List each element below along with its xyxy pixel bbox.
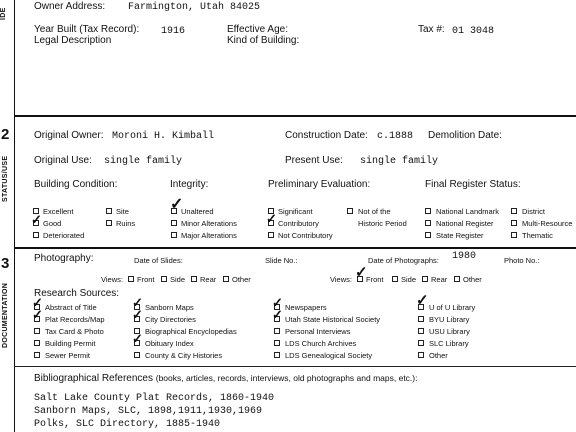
section-number-documentation: 3 [1,255,10,272]
section-number-status: 2 [1,126,10,143]
bib-line: Sanborn Maps, SLC, 1898,1911,1930,1969 [34,406,263,417]
bib-label-note: (books, articles, records, interviews, old photographs and maps, etc.): [155,373,418,383]
original-owner-value: Moroni H. Kimball [112,131,215,142]
personal-interviews-checkbox[interactable] [274,328,280,334]
site-checkbox[interactable] [106,208,112,214]
photos-side-label: Side [401,275,417,284]
building-permit-checkbox[interactable] [34,340,40,346]
city-directories-label: City Directories [145,315,196,324]
sewer-permit-checkbox[interactable] [34,352,40,358]
sewer-permit-label: Sewer Permit [45,351,91,360]
slc-library-checkbox[interactable] [418,340,424,346]
section-label-identification: IDE [0,7,7,20]
city-directories-check-mark-icon: ✓ [132,307,143,322]
bib-line: Salt Lake County Plat Records, 1860-1940 [34,393,275,404]
deteriorated-checkbox[interactable] [33,232,39,238]
good-label: Good [43,219,62,228]
personal-interviews-label: Personal Interviews [285,327,351,336]
integrity-label: Integrity: [170,179,209,190]
original-owner-label: Original Owner: [34,130,104,141]
byu-library-label: BYU Library [429,315,470,324]
photos-front-check-mark-icon: ✓ [355,264,368,281]
historic-period-label: Historic Period [358,219,407,228]
minor-alterations-label: Minor Alterations [181,219,237,228]
multi-resource-checkbox[interactable] [511,220,517,226]
thematic-label: Thematic [522,231,553,240]
legal-description-label: Legal Description [34,35,112,46]
lds-church-archives-checkbox[interactable] [274,340,280,346]
contributory-label: Contributory [278,219,319,228]
biographical-encyclopedias-label: Biographical Encyclopedias [145,327,237,336]
plat-records-check-mark-icon: ✓ [32,307,43,322]
slc-library-label: SLC Library [429,339,469,348]
obituary-index-check-mark-icon: ✓ [132,331,143,346]
not-contributory-label: Not Contributory [278,231,333,240]
other-source-checkbox[interactable] [418,352,424,358]
slides-side-checkbox[interactable] [161,276,167,282]
original-use-value: single family [104,156,183,167]
kind-of-building-label: Kind of Building: [227,35,300,46]
lds-genealogical-checkbox[interactable] [274,352,280,358]
slides-other-checkbox[interactable] [223,276,229,282]
bib-label-title: Bibliographical References [34,373,153,384]
photos-views-label: Views: [330,275,352,284]
effective-age-label: Effective Age: [227,24,288,35]
plat-records-label: Plat Records/Map [45,315,105,324]
ushs-label: Utah State Historical Society [285,315,381,324]
not-of-the-label: Not of the [358,207,391,216]
not-of-historic-period-checkbox[interactable] [347,208,353,214]
usu-library-label: USU Library [429,327,470,336]
slides-front-checkbox[interactable] [128,276,134,282]
slide-no-label: Slide No.: [265,256,298,265]
lds-genealogical-label: LDS Genealogical Society [285,351,373,360]
contributory-check-mark-icon: ✓ [266,211,277,226]
slides-side-label: Side [170,275,186,284]
slides-rear-label: Rear [200,275,217,284]
uofu-library-label: U of U Library [429,303,476,312]
state-register-checkbox[interactable] [425,232,431,238]
preliminary-evaluation-label: Preliminary Evaluation: [268,179,371,190]
date-of-photographs-value: 1980 [452,251,477,262]
section-divider-2 [14,247,576,249]
national-landmark-checkbox[interactable] [425,208,431,214]
slides-front-label: Front [137,275,155,284]
multi-resource-label: Multi-Resource [522,219,573,228]
significant-label: Significant [278,207,313,216]
bibliographical-references-label [34,373,417,384]
uofu-library-check-mark-icon: ✓ [416,292,429,309]
district-checkbox[interactable] [511,208,517,214]
owner-address-value: Farmington, Utah 84025 [128,2,261,13]
national-landmark-label: National Landmark [436,207,499,216]
minor-alterations-checkbox[interactable] [171,220,177,226]
present-use-label: Present Use: [285,155,343,166]
photos-other-label: Other [463,275,482,284]
building-condition-label: Building Condition: [34,179,118,190]
building-permit-label: Building Permit [45,339,96,348]
tax-number-label: Tax #: [418,24,445,35]
sanborn-maps-check-mark-icon: ✓ [132,295,143,310]
tax-card-checkbox[interactable] [34,328,40,334]
ushs-check-mark-icon: ✓ [272,307,283,322]
construction-date-value: c.1888 [377,131,414,142]
unaltered-label: Unaltered [181,207,214,216]
national-register-label: National Register [436,219,494,228]
original-use-label: Original Use: [34,155,92,166]
major-alterations-label: Major Alterations [181,231,237,240]
photos-front-label: Front [366,275,384,284]
final-register-status-label: Final Register Status: [425,179,521,190]
section-divider-1 [14,115,576,117]
slides-rear-checkbox[interactable] [191,276,197,282]
research-divider [14,366,576,367]
lds-church-archives-label: LDS Church Archives [285,339,357,348]
abstract-label: Abstract of Title [45,303,97,312]
slides-other-label: Other [232,275,251,284]
date-of-slides-label: Date of Slides: [134,256,183,265]
usu-library-checkbox[interactable] [418,328,424,334]
year-built-label: Year Built (Tax Record): [34,24,140,35]
photos-side-checkbox[interactable] [392,276,398,282]
county-city-histories-label: County & City Histories [145,351,223,360]
photography-label: Photography: [34,253,94,264]
unaltered-check-mark-icon: ✓ [170,196,184,213]
national-register-checkbox[interactable] [425,220,431,226]
state-register-label: State Register [436,231,484,240]
good-check-mark-icon: ✓ [31,212,42,227]
excellent-label: Excellent [43,207,74,216]
county-city-histories-checkbox[interactable] [134,352,140,358]
thematic-checkbox[interactable] [511,232,517,238]
bib-line: Polks, SLC Directory, 1885-1940 [34,419,221,430]
year-built-value: 1916 [161,26,186,37]
present-use-value: single family [360,156,439,167]
section-label-documentation: DOCUMENTATION [2,282,9,348]
ruins-checkbox[interactable] [106,220,112,226]
newspapers-check-mark-icon: ✓ [272,295,283,310]
demolition-date-label: Demolition Date: [428,130,502,141]
not-contributory-checkbox[interactable] [268,232,274,238]
research-sources-label: Research Sources: [34,288,120,299]
other-source-label: Other [429,351,448,360]
photo-no-label: Photo No.: [504,256,540,265]
byu-library-checkbox[interactable] [418,316,424,322]
construction-date-label: Construction Date: [285,130,368,141]
date-of-photographs-label: Date of Photographs: [368,256,439,265]
photos-other-checkbox[interactable] [454,276,460,282]
tax-card-label: Tax Card & Photo [45,327,104,336]
major-alterations-checkbox[interactable] [171,232,177,238]
left-rule [14,0,15,432]
deteriorated-label: Deteriorated [43,231,85,240]
slides-views-label: Views: [101,275,123,284]
abstract-check-mark-icon: ✓ [32,295,43,310]
sanborn-maps-label: Sanborn Maps [145,303,194,312]
obituary-index-label: Obituary Index [145,339,194,348]
owner-address-label: Owner Address: [34,1,106,12]
tax-number-value: 01 3048 [452,26,495,37]
newspapers-label: Newspapers [285,303,327,312]
district-label: District [522,207,545,216]
site-label: Site [116,207,129,216]
photos-rear-checkbox[interactable] [422,276,428,282]
photos-rear-label: Rear [431,275,448,284]
section-label-status-use: STATUS/USE [2,155,9,202]
ruins-label: Ruins [116,219,136,228]
